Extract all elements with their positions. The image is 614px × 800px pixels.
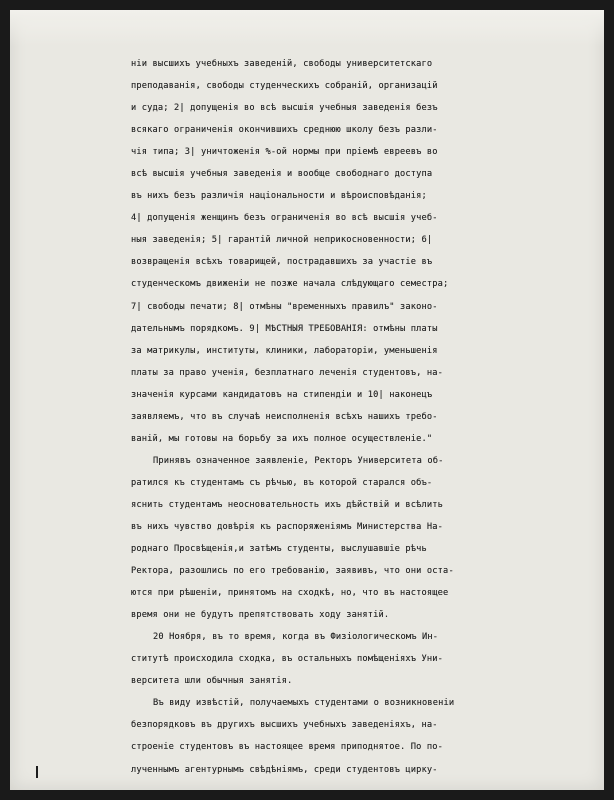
text-line: студенческомъ движенiи не позже начала слѣдующаго семестра; bbox=[131, 279, 449, 290]
text-line: лученнымъ агентурнымъ свѣдѣнiямъ, среди студентовъ цирку- bbox=[131, 764, 438, 775]
text-line: строенiе студентовъ въ настоящее время приподнятое. По по- bbox=[131, 742, 444, 753]
paragraph-start-line: Принявъ означенное заявленiе, Ректоръ Университета об- bbox=[153, 455, 444, 466]
text-line: ститутѣ происходила сходка, въ остальныхъ помѣщенiяхъ Уни- bbox=[131, 654, 444, 665]
text-line: заявляемъ, что въ случаѣ неисполненiя всѣхъ нашихъ требо- bbox=[131, 411, 438, 422]
paragraph-start-line: 20 Ноября, въ то время, когда въ Физiологическомъ Ин- bbox=[153, 632, 439, 643]
text-line: за матрикулы, институты, клиники, лабораторiи, уменьшенiя bbox=[131, 345, 438, 356]
text-line: 7| свободы печати; 8| отмѣны "временныхъ правилъ" законо- bbox=[131, 301, 438, 312]
text-line: преподаванiя, свободы студенческихъ собранiй, организацiй bbox=[131, 81, 438, 92]
text-line: ныя заведенiя; 5| гарантiй личной неприкосновенности; 6| bbox=[131, 235, 433, 246]
text-line: безпорядковъ въ другихъ высшихъ учебныхъ заведенiяхъ, на- bbox=[131, 720, 438, 731]
text-line: яснить студентамъ неосновательность ихъ дѣйствiй и всѣлить bbox=[131, 499, 444, 510]
text-line: всякаго ограниченiя окончившихъ среднюю школу безъ разли- bbox=[131, 125, 438, 136]
text-line: Ректора, разошлись по его требованiю, заявивъ, что они оста- bbox=[131, 566, 454, 577]
text-line: роднаго Просвѣщенiя,и затѣмъ студенты, выслушавшiе рѣчь bbox=[131, 544, 427, 555]
text-line: время они не будутъ препятствовать ходу занятiй. bbox=[131, 610, 390, 621]
text-line: всѣ высшiя учебныя заведенiя и вообще свободнаго доступа bbox=[131, 169, 433, 180]
text-line: въ нихъ чувство довѣрiя къ распоряженiямъ Министерства На- bbox=[131, 521, 444, 532]
text-line: ванiй, мы готовы на борьбу за ихъ полное осуществленiе." bbox=[131, 433, 433, 444]
text-line: и суда; 2| допущенiя во всѣ высшiя учебныя заведенiя безъ bbox=[131, 103, 438, 114]
paragraph-start-line: Въ виду извѣстiй, получаемыхъ студентами о возникновенiи bbox=[153, 698, 455, 709]
text-line: ратился къ студентамъ съ рѣчью, въ которой старался объ- bbox=[131, 477, 433, 488]
margin-mark bbox=[36, 766, 38, 778]
text-line: возвращенiя всѣхъ товарищей, пострадавшихъ за участiе въ bbox=[131, 257, 433, 268]
document-page bbox=[10, 10, 604, 790]
text-line: нiи высшихъ учебныхъ заведенiй, свободы университетскаго bbox=[131, 59, 433, 69]
text-line: въ нихъ безъ различiя нацiональности и вѣроисповѣданiя; bbox=[131, 191, 427, 202]
text-line: платы за право ученiя, безплатнаго леченiя студентовъ, на- bbox=[131, 367, 444, 378]
paper-highlight bbox=[10, 10, 604, 46]
text-line: верситета шли обычныя занятiя. bbox=[131, 676, 293, 687]
text-line: ются при рѣшенiи, принятомъ на сходкѣ, но, что въ настоящее bbox=[131, 588, 449, 599]
text-line: 4| допущенiя женщинъ безъ ограниченiя во всѣ высшiя учеб- bbox=[131, 213, 438, 224]
text-line: дательнымъ порядкомъ. 9| МѢСТНЫЯ ТРЕБОВАНIЯ: отмѣны платы bbox=[131, 323, 438, 334]
typewritten-text bbox=[131, 53, 501, 781]
text-line: чiя типа; 3| уничтоженiя %-ой нормы при прiемѣ евреевъ во bbox=[131, 147, 438, 158]
text-line: значенiя курсами кандидатовъ на стипендiи и 10| наконецъ bbox=[131, 389, 433, 400]
